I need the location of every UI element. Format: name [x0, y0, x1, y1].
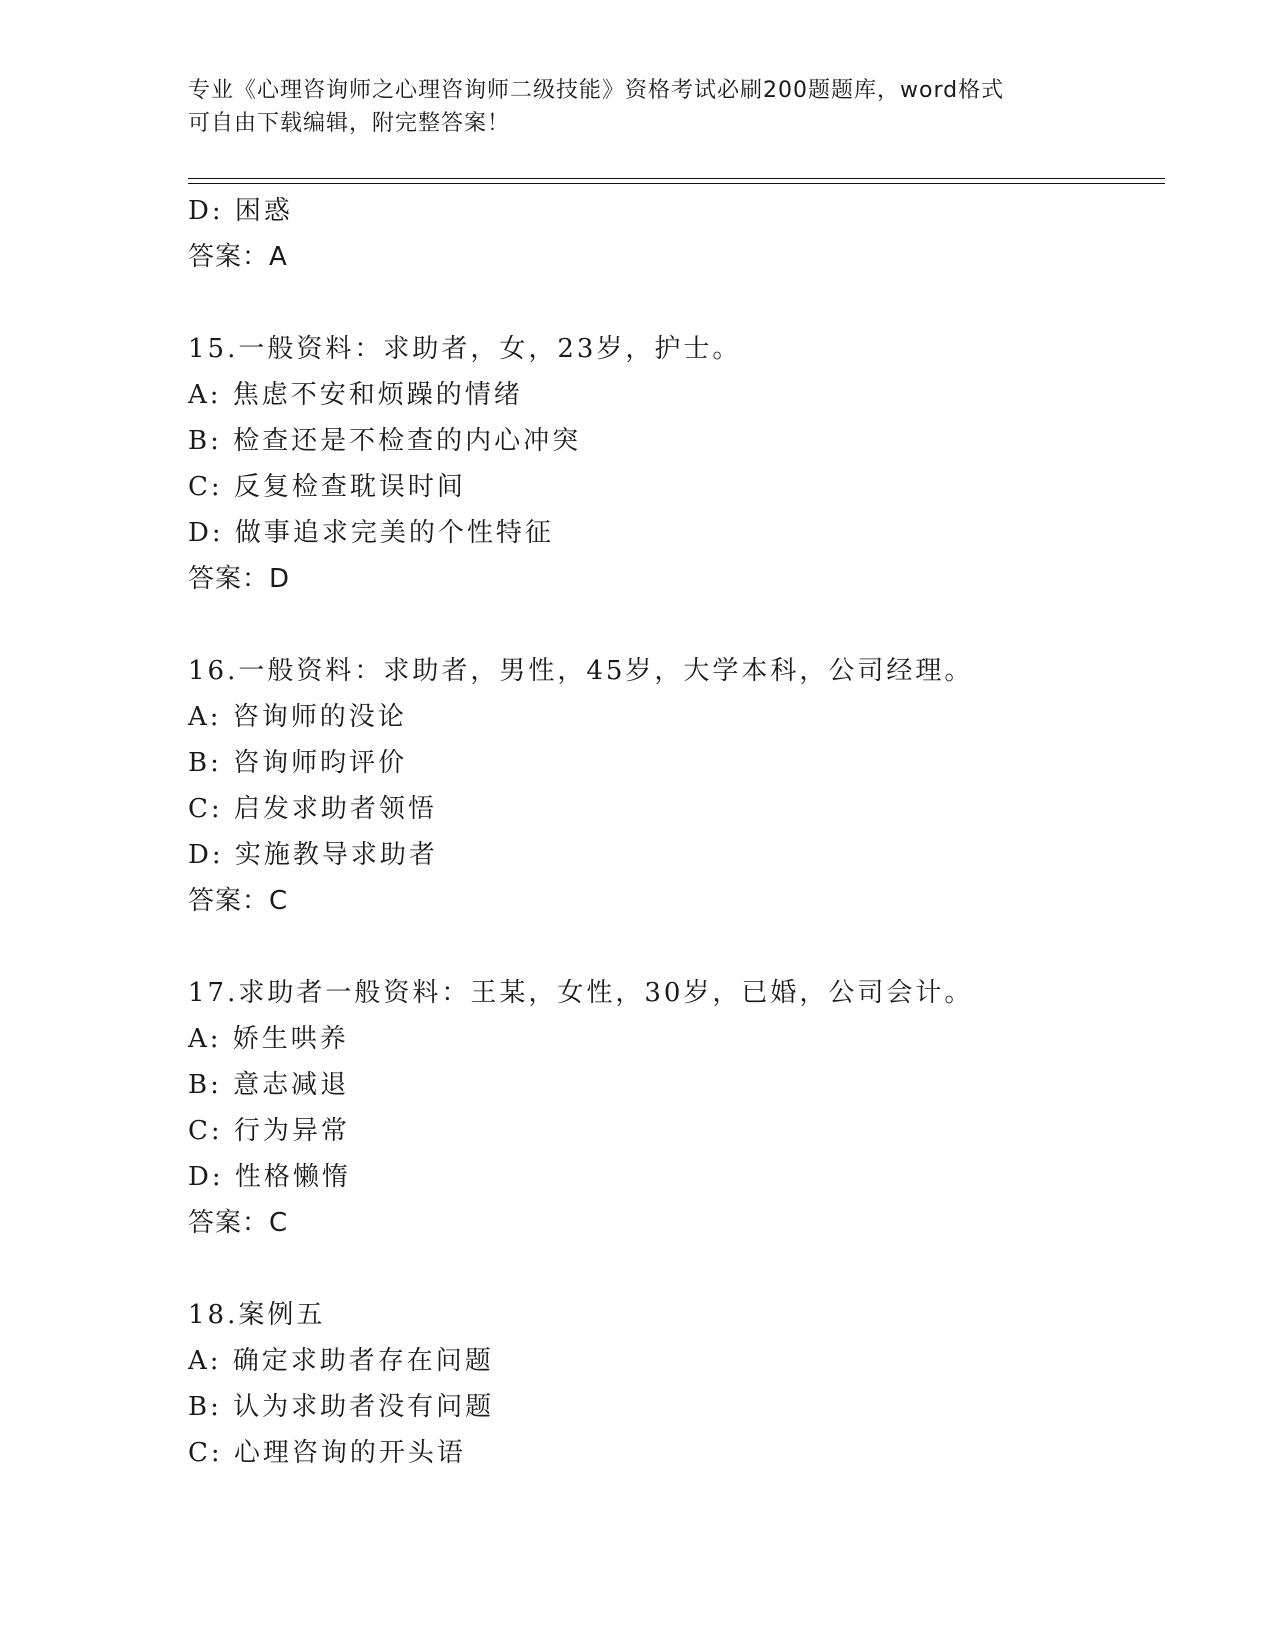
spacer	[188, 280, 1165, 326]
option-d: D: 做事追求完美的个性特征	[188, 518, 554, 548]
option-d: D: 困惑	[188, 196, 293, 226]
header-line-1: 专业《心理咨询师之心理咨询师二级技能》资格考试必刷200题题库，word格式	[188, 78, 1005, 103]
answer-line: 答案：A	[188, 242, 288, 272]
question-block-17	[188, 970, 1165, 1246]
option-c: C: 心理咨询的开头语	[188, 1438, 466, 1468]
question-stem: 17.求助者一般资料：王某，女性，30岁，已婚，公司会计。	[188, 978, 974, 1008]
spacer	[188, 1246, 1165, 1292]
question-stem: 18.案例五	[188, 1300, 326, 1330]
header-divider-top	[188, 178, 1165, 179]
question-list	[188, 188, 1165, 1476]
option-c: C: 反复检查耽误时间	[188, 472, 466, 502]
question-stem: 16.一般资料：求助者，男性，45岁，大学本科，公司经理。	[188, 656, 974, 686]
option-a: A: 确定求助者存在问题	[188, 1346, 494, 1376]
answer-line: 答案：D	[188, 564, 291, 594]
option-b: B: 咨询师昀评价	[188, 748, 408, 778]
document-header	[188, 74, 1088, 140]
option-b: B: 检查还是不检查的内心冲突	[188, 426, 582, 456]
spacer	[188, 602, 1165, 648]
option-c: C: 行为异常	[188, 1116, 350, 1146]
question-block-14	[188, 188, 1165, 280]
question-stem: 15.一般资料：求助者，女，23岁，护士。	[188, 334, 742, 364]
option-c: C: 启发求助者领悟	[188, 794, 437, 824]
option-d: D: 性格懒惰	[188, 1162, 351, 1192]
option-a: A: 咨询师的没论	[188, 702, 407, 732]
answer-line: 答案：C	[188, 1208, 289, 1238]
question-block-16	[188, 648, 1165, 924]
option-b: B: 意志减退	[188, 1070, 350, 1100]
question-block-15	[188, 326, 1165, 602]
question-block-18	[188, 1292, 1165, 1476]
answer-line: 答案：C	[188, 886, 289, 916]
option-d: D: 实施教导求助者	[188, 840, 438, 870]
option-b: B: 认为求助者没有问题	[188, 1392, 495, 1422]
option-a: A: 娇生哄养	[188, 1024, 349, 1054]
header-divider-bottom	[188, 183, 1165, 184]
header-line-2: 可自由下载编辑，附完整答案！	[188, 111, 511, 136]
spacer	[188, 924, 1165, 970]
option-a: A: 焦虑不安和烦躁的情绪	[188, 380, 523, 410]
